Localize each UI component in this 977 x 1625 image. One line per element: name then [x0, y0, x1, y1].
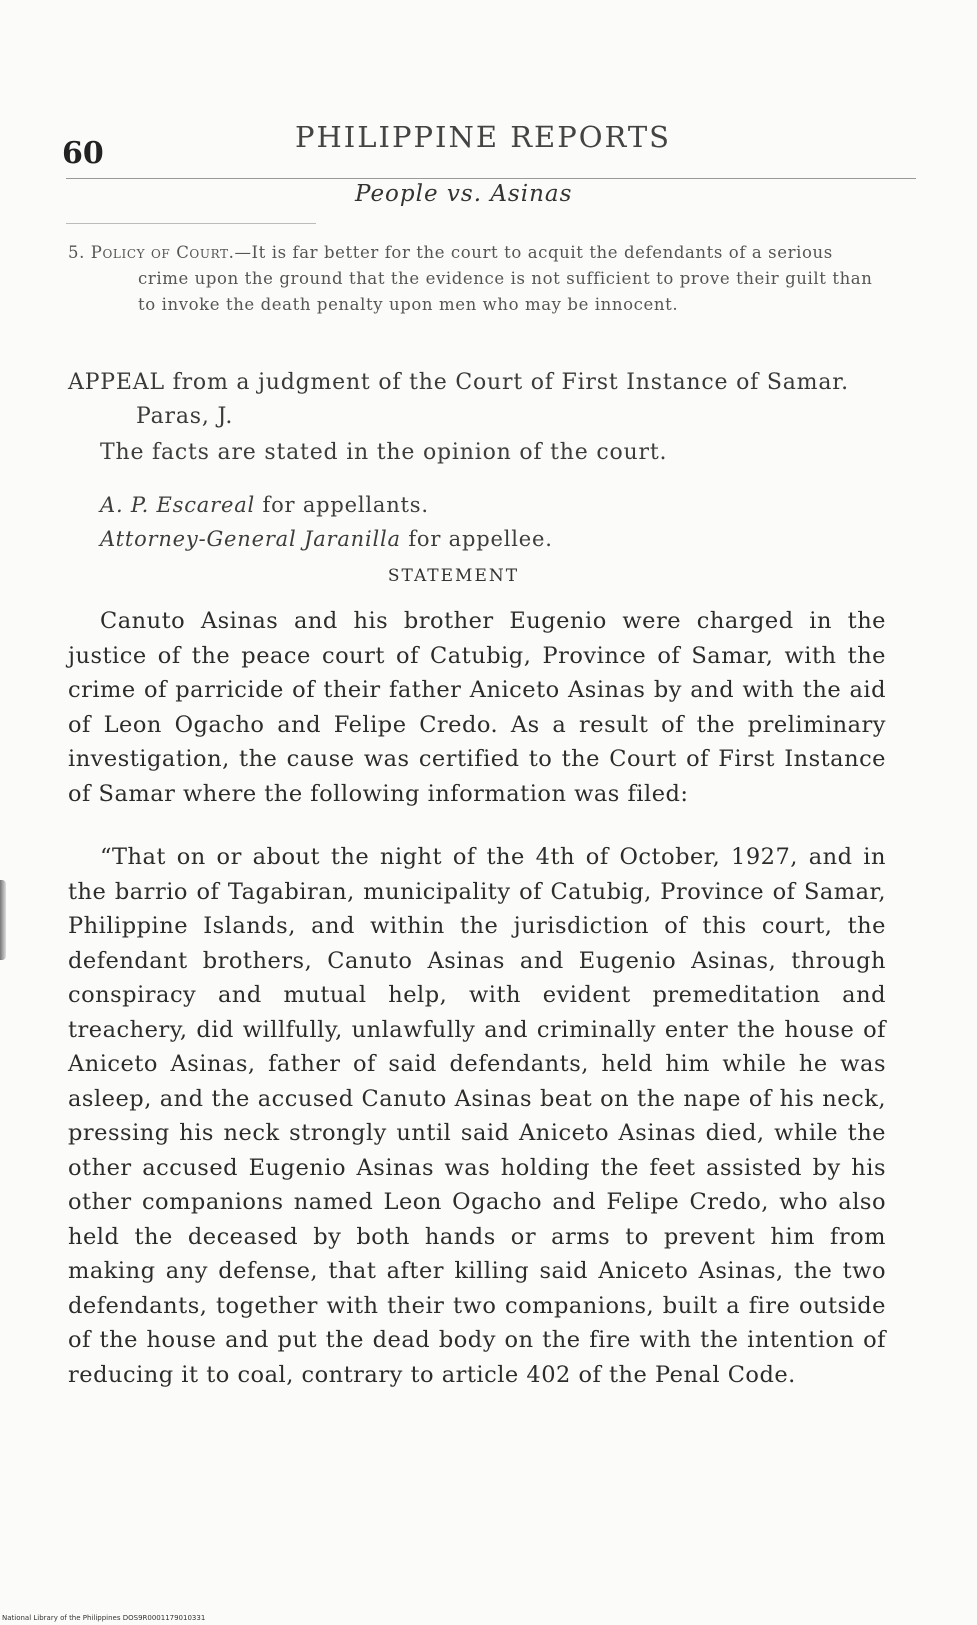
counsel-role: for appellee.: [400, 527, 553, 551]
counsel-role: for appellants.: [255, 493, 429, 517]
paragraph-text: “That on or about the night of the 4th of October, 1927, and in the barrio of Tagabiran, municipality of Catubig, Province of Samar, Philippine Islands, and within the jurisdiction of this court, the defendant brothers, Canuto Asinas and Eugenio Asinas, through conspiracy and mutual help, with evident premeditation and treachery, did willfully, unlawfully and criminally enter the house of Aniceto Asinas, father of said defendants, held him while he was asleep, and the accused Canuto Asinas beat on the nape of his neck, pressing his neck strongly until said Aniceto Asinas died, while the other accused Eugenio Asinas was holding the feet assisted by his other companions named Leon Ogacho and Felipe Credo, who also held the deceased by both hands or arms to prevent him from making any defense, that after killing said Aniceto Asinas, the two defendants, together with their two companions, built a fire outside of the house and put the dead body on the fire with the intention of reducing it to coal, contrary to article 402 of the Penal Code.: [68, 844, 886, 1388]
counsel-name: Attorney-General Jaranilla: [100, 527, 401, 551]
appeal-text: APPEAL from a judgment of the Court of First Instance of Samar. Paras, J.: [68, 370, 849, 429]
page-edge-shadow: [0, 880, 6, 960]
section-heading: STATEMENT: [387, 566, 520, 586]
paragraph-text: Canuto Asinas and his brother Eugenio were charged in the justice of the peace court of Catubig, Province of Samar, with the crime of parricide of their father Aniceto Asinas by and with the aid of Leon Ogacho and Felipe Credo. As a result of the preliminary investigation, the cause was certified to the Court of First Instance of Samar where the following information was filed:: [68, 608, 886, 807]
appeal-line: [68, 366, 888, 434]
running-head: PHILIPPINE REPORTS: [295, 120, 672, 154]
counsel-block: [100, 488, 553, 556]
footer-credit: National Library of the Philippines DOS9R0001179010331: [2, 1614, 206, 1622]
body-paragraph-1: [68, 604, 886, 811]
header-rule: [66, 178, 916, 179]
syllabus-heading: 5. Policy of Court.: [68, 243, 235, 262]
syllabus-note: [68, 240, 886, 318]
header-underline: [66, 223, 316, 224]
counsel-name: A. P. Escareal: [100, 493, 256, 517]
syllabus-text: —It is far better for the court to acquit the defendants of a serious crime upon the ground that the evidence is not sufficient to prove their guilt than to invoke the death penalty upon men who may be innocent.: [138, 243, 873, 314]
syllabus-paragraph: [68, 240, 886, 318]
case-title: People vs. Asinas: [355, 181, 573, 207]
body-paragraph-2: [68, 840, 886, 1392]
counsel-appellants: [100, 488, 553, 522]
facts-line: The facts are stated in the opinion of the court.: [100, 440, 668, 465]
page-number: 60: [62, 136, 104, 171]
counsel-appellee: [100, 522, 553, 556]
